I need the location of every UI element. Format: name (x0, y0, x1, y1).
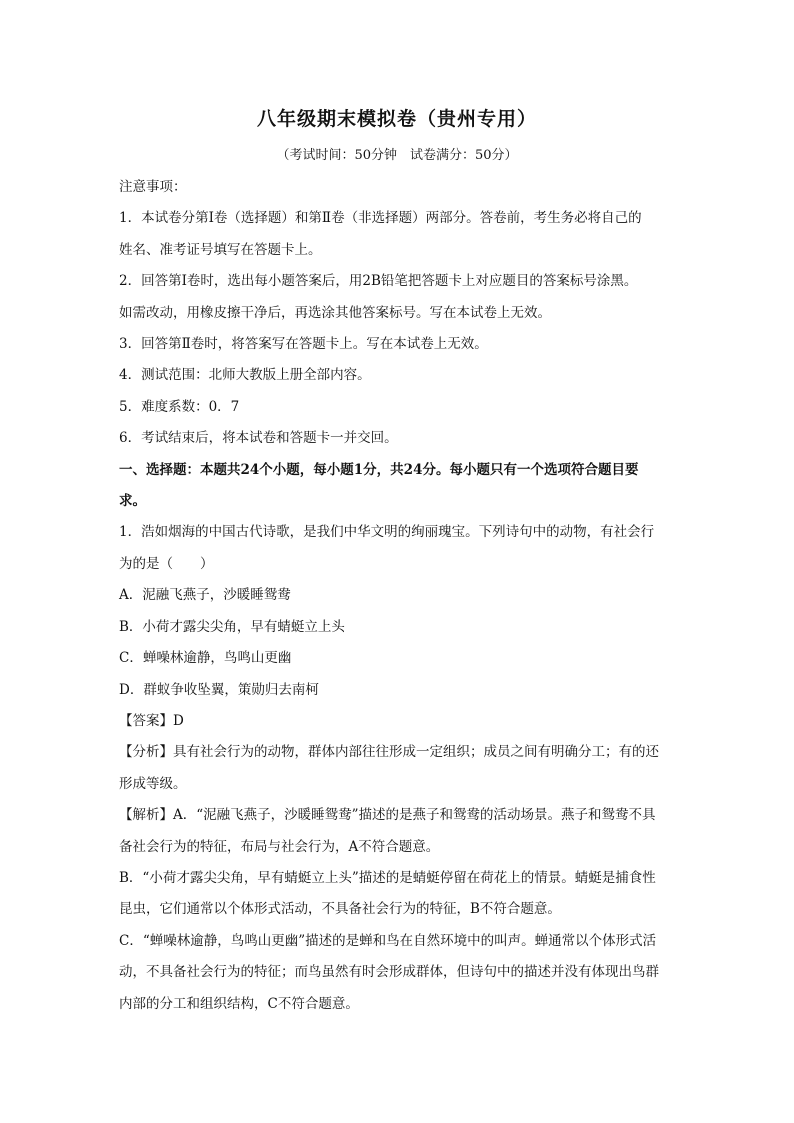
section-heading: 一、选择题：本题共24个小题，每小题1分，共24分。每小题只有一个选项符合题目要 (119, 461, 639, 478)
analysis: 【分析】具有社会行为的动物，群体内部往往形成一定组织；成员之间有明确分工；有的还 (119, 744, 659, 761)
explanation-line: C．“蝉噪林逾静，鸟鸣山更幽”描述的是蝉和鸟在自然环境中的叫声。蝉通常以个体形式活 (119, 932, 657, 949)
note-line: 姓名、准考证号填写在答题卡上。 (119, 241, 322, 258)
option-a: A．泥融飞燕子，沙暖睡鸳鸯 (119, 587, 291, 604)
note-line: 6．考试结束后，将本试卷和答题卡一并交回。 (119, 430, 398, 447)
note-line: 如需改动，用橡皮擦干净后，再选涂其他答案标号。写在本试卷上无效。 (119, 304, 551, 321)
option-c: C．蝉噪林逾静，鸟鸣山更幽 (119, 650, 292, 667)
page-title: 八年级期末模拟卷（贵州专用） (256, 108, 537, 130)
option-b: B．小荷才露尖尖角，早有蜻蜓立上头 (119, 618, 345, 635)
note-line: 3．回答第Ⅱ卷时，将答案写在答题卡上。写在本试卷上无效。 (119, 336, 488, 353)
explanation-line: B．“小荷才露尖尖角，早有蜻蜓立上头”描述的是蜻蜓停留在荷花上的情景。蜻蜓是捕食性 (119, 869, 656, 886)
answer: 【答案】D (119, 712, 184, 729)
section-heading-cont: 求。 (119, 493, 146, 510)
question-stem: 1．浩如烟海的中国古代诗歌，是我们中华文明的绚丽瑰宝。下列诗句中的动物，有社会行 (119, 524, 655, 541)
explanation-line: 备社会行为的特征，布局与社会行为，A不符合题意。 (119, 838, 440, 855)
explanation-line: 昆虫，它们通常以个体形式活动，不具备社会行为的特征，B不符合题意。 (119, 901, 561, 918)
explanation-line: 内部的分工和组织结构，C不符合题意。 (119, 995, 359, 1012)
explanation-line: 动，不具备社会行为的特征；而鸟虽然有时会形成群体，但诗句中的描述并没有体现出鸟群 (119, 964, 659, 981)
explanation-line: 【解析】A．“泥融飞燕子，沙暖睡鸳鸯”描述的是燕子和鸳鸯的活动场景。燕子和鸳鸯不具 (119, 807, 656, 824)
option-d: D．群蚁争收坠翼，策勋归去南柯 (119, 681, 319, 698)
notes-heading: 注意事项： (119, 179, 187, 195)
note-line: 1．本试卷分第Ⅰ卷（选择题）和第Ⅱ卷（非选择题）两部分。答卷前，考生务必将自己的 (119, 210, 642, 227)
note-line: 5．难度系数：0．7 (119, 398, 240, 415)
note-line: 4．测试范围：北师大教版上册全部内容。 (119, 367, 371, 384)
document-body (119, 172, 679, 1020)
analysis-cont: 形成等级。 (119, 775, 187, 792)
question-stem-cont: 为的是（ ） (119, 555, 214, 572)
note-line: 2．回答第Ⅰ卷时，选出每小题答案后，用2B铅笔把答题卡上对应题目的答案标号涂黑。 (119, 273, 638, 290)
exam-info: （考试时间：50分钟 试卷满分：50分） (276, 148, 518, 163)
